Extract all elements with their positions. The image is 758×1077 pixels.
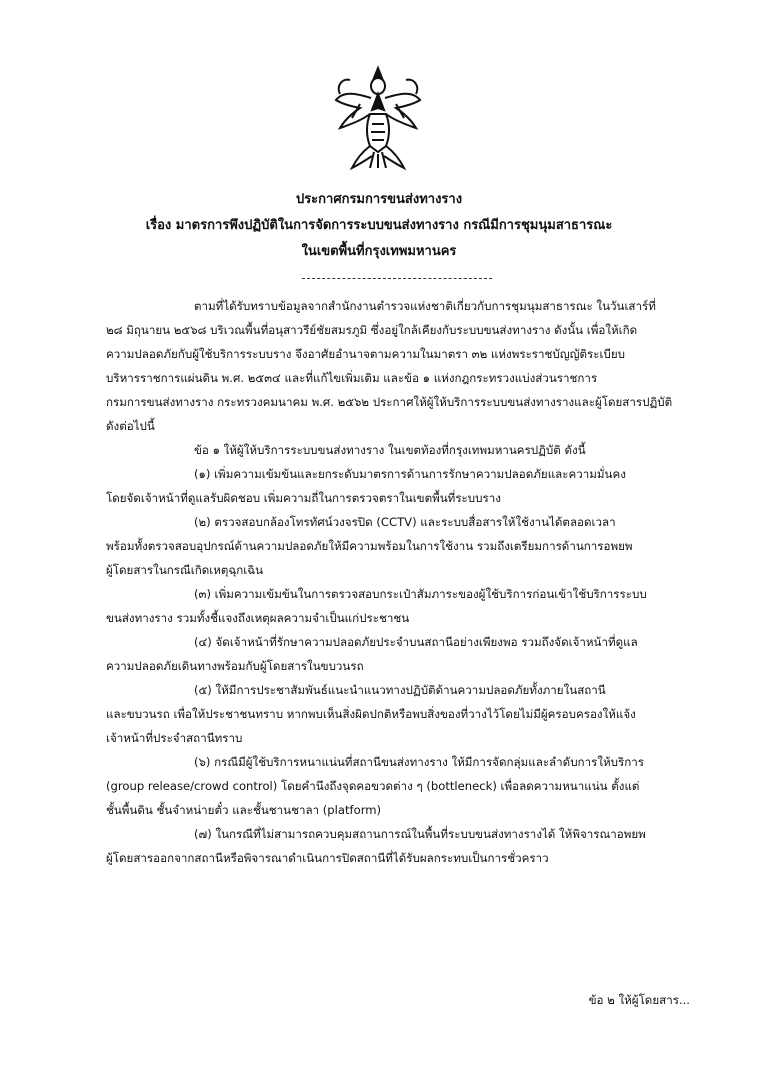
item-2-line: (๒) ตรวจสอบกล้องโทรทัศน์วงจรปิด (CCTV) และระบบสื่อสารให้ใช้งานได้ตลอดเวลา: [194, 515, 616, 529]
item-2-line: ผู้โดยสารในกรณีเกิดเหตุฉุกเฉิน: [106, 563, 264, 577]
garuda-emblem-icon: [330, 64, 426, 172]
preamble-line: ๒๘ มิถุนายน ๒๕๖๘ บริเวณพื้นที่อนุสาวรีย์ชัยสมรภูมิ ซึ่งอยู่ใกล้เคียงกับระบบขนส่งทางราง ดังนั้น เพื่อให้เกิด: [106, 323, 638, 337]
item-1-line: (๑) เพิ่มความเข้มข้นและยกระดับมาตรการด้านการรักษาความปลอดภัยและความมั่นคง: [194, 467, 626, 481]
item-5-line: และขบวนรถ เพื่อให้ประชาชนทราบ หากพบเห็นสิ่งผิดปกติหรือพบสิ่งของที่วางไว้โดยไม่มีผู้ครอบครองให้แจ้ง: [106, 707, 636, 721]
item-5-line: เจ้าหน้าที่ประจำสถานีทราบ: [106, 731, 243, 745]
item-6-line: ชั้นพื้นดิน ชั้นจำหน่ายตั๋ว และชั้นชานชาลา (platform): [106, 803, 382, 817]
item-3-line: (๓) เพิ่มความเข้มข้นในการตรวจสอบกระเป๋าสัมภาระของผู้ใช้บริการก่อนเข้าใช้บริการระบบ: [194, 587, 647, 601]
preamble-line: กรมการขนส่งทางราง กระทรวงคมนาคม พ.ศ. ๒๕๖๒ ประกาศให้ผู้ให้บริการระบบขนส่งทางรางและผู้โดยสารปฏิบัติ: [106, 395, 673, 409]
item-7-line: (๗) ในกรณีที่ไม่สามารถควบคุมสถานการณ์ในพื้นที่ระบบขนส่งทางรางได้ ให้พิจารณาอพยพ: [194, 827, 646, 841]
item-4-line: (๔) จัดเจ้าหน้าที่รักษาความปลอดภัยประจำบนสถานีอย่างเพียงพอ รวมถึงจัดเจ้าหน้าที่ดูแล: [194, 635, 638, 649]
item-2-line: พร้อมทั้งตรวจสอบอุปกรณ์ด้านความปลอดภัยให้มีความพร้อมในการใช้งาน รวมถึงเตรียมการด้านการอพยพ: [106, 539, 633, 553]
announcement-subject: เรื่อง มาตรการพึงปฏิบัติในการจัดการระบบขนส่งทางราง กรณีมีการชุมนุมสาธารณะ: [145, 218, 613, 233]
item-3-line: ขนส่งทางราง รวมทั้งชี้แจงถึงเหตุผลความจำเป็นแก่ประชาชน: [106, 611, 410, 625]
announcement-area: ในเขตพื้นที่กรุงเทพมหานคร: [301, 244, 457, 259]
preamble-line: ดังต่อไปนี้: [106, 419, 155, 433]
preamble-paragraph: [106, 294, 691, 870]
continuation-note: ข้อ ๒ ให้ผู้โดยสาร...: [588, 993, 690, 1007]
preamble-line: ตามที่ได้รับทราบข้อมูลจากสำนักงานตำรวจแห่งชาติเกี่ยวกับการชุมนุมสาธารณะ ในวันเสาร์ที่: [194, 299, 656, 313]
header-divider: [302, 278, 492, 279]
preamble-line: ความปลอดภัยกับผู้ใช้บริการระบบราง จึงอาศัยอำนาจตามความในมาตรา ๓๒ แห่งพระราชบัญญัติระเบียบ: [106, 347, 625, 361]
item-1-line: โดยจัดเจ้าหน้าที่ดูแลรับผิดชอบ เพิ่มความถี่ในการตรวจตราในเขตพื้นที่ระบบราง: [106, 491, 501, 505]
item-7-line: ผู้โดยสารออกจากสถานีหรือพิจารณาดำเนินการปิดสถานีที่ได้รับผลกระทบเป็นการชั่วคราว: [106, 851, 549, 865]
preamble-line: บริหารราชการแผ่นดิน พ.ศ. ๒๕๓๔ และที่แก้ไขเพิ่มเติม และข้อ ๑ แห่งกฎกระทรวงแบ่งส่วนราชการ: [106, 371, 598, 385]
clause-1-heading: ข้อ ๑ ให้ผู้ให้บริการระบบขนส่งทางราง ในเขตท้องที่กรุงเทพมหานครปฏิบัติ ดังนี้: [194, 443, 586, 457]
item-6-line: (group release/crowd control) โดยคำนึงถึงจุดคอขวดต่าง ๆ (bottleneck) เพื่อลดความหนาแน่น ตั้งแต่: [106, 779, 640, 793]
item-4-line: ความปลอดภัยเดินทางพร้อมกับผู้โดยสารในขบวนรถ: [106, 659, 364, 673]
item-5-line: (๕) ให้มีการประชาสัมพันธ์แนะนำแนวทางปฏิบัติด้านความปลอดภัยทั้งภายในสถานี: [194, 683, 606, 697]
announcement-title: ประกาศกรมการขนส่งทางราง: [295, 192, 463, 207]
item-6-line: (๖) กรณีมีผู้ใช้บริการหนาแน่นที่สถานีขนส่งทางราง ให้มีการจัดกลุ่มและลำดับการให้บริการ: [194, 755, 644, 769]
